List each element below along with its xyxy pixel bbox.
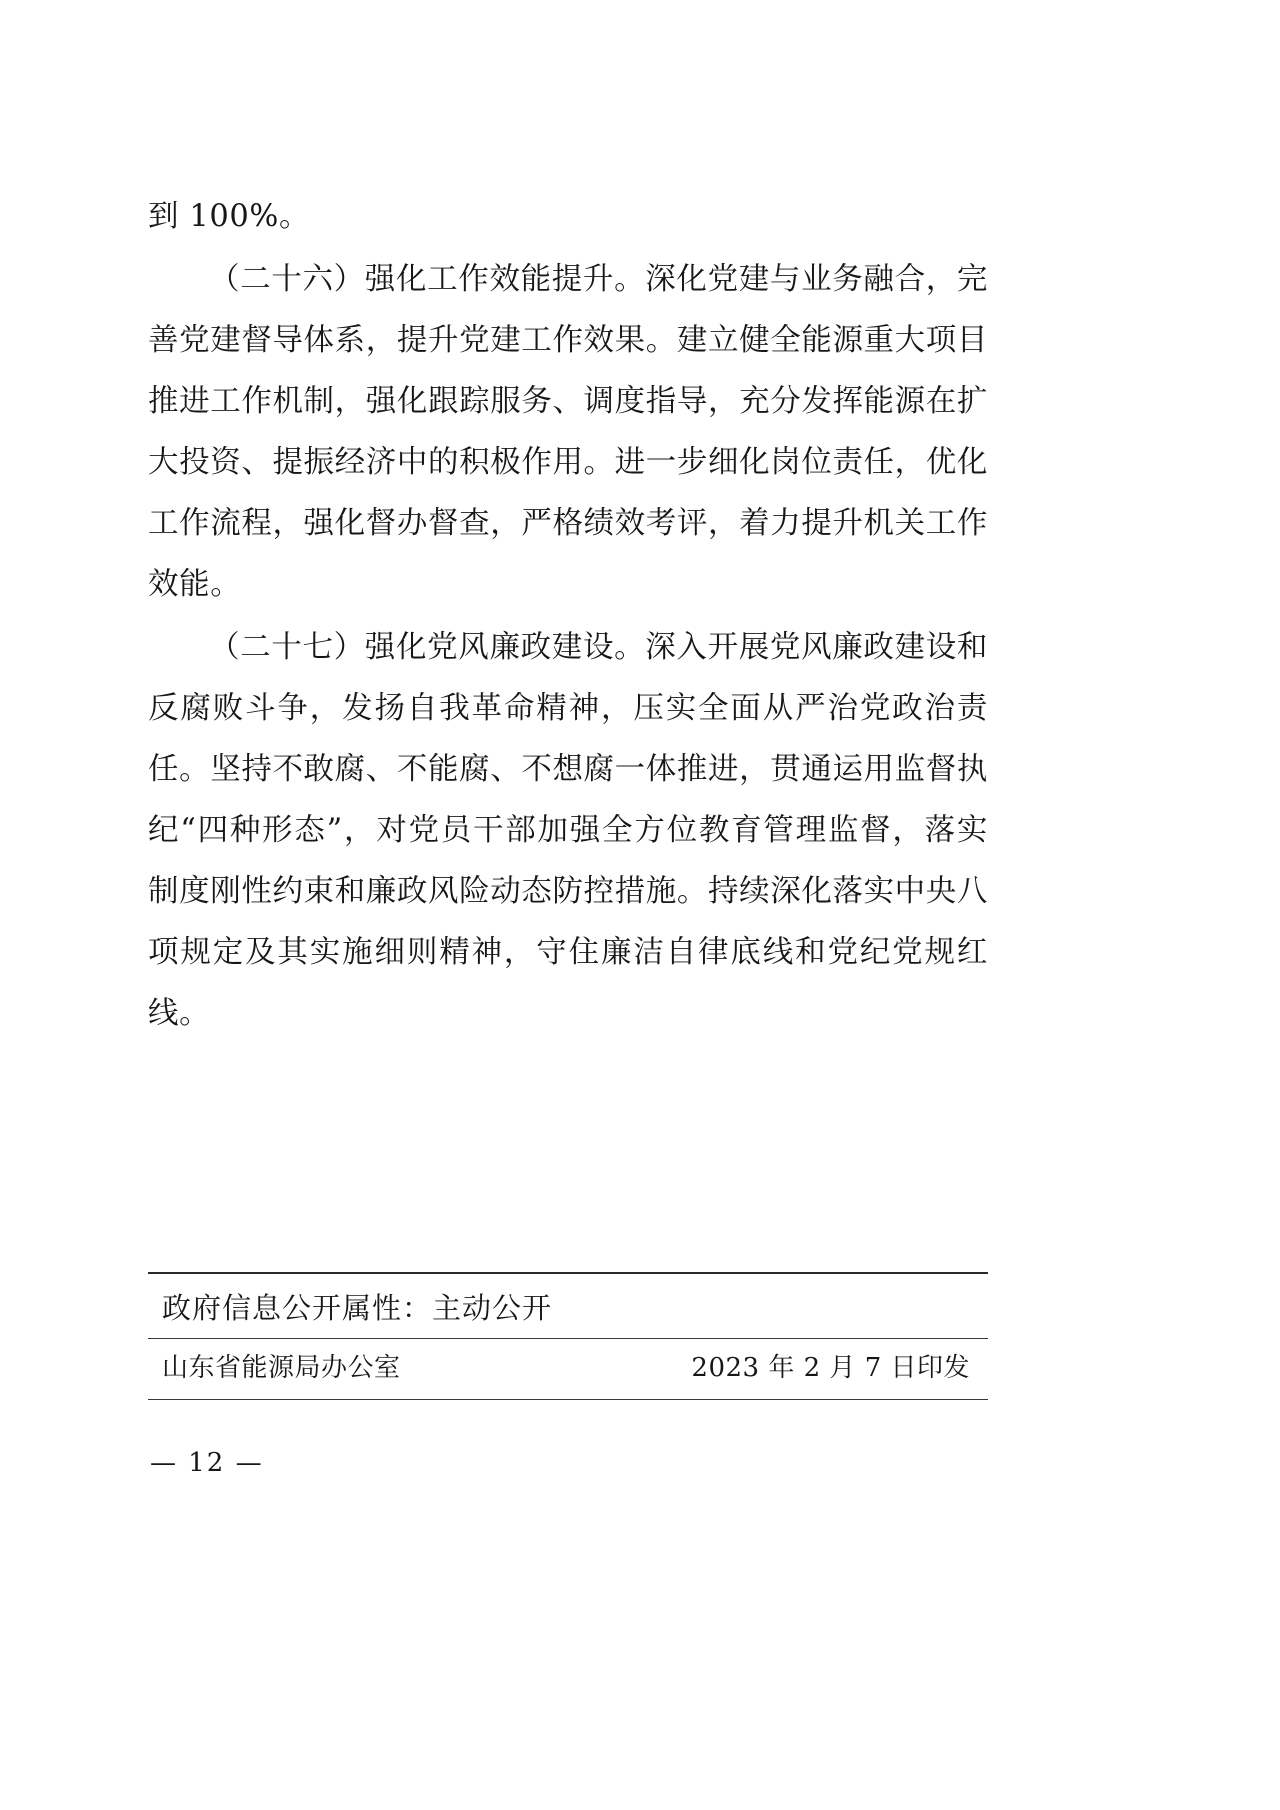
paragraph-section-26: （二十六）强化工作效能提升。深化党建与业务融合，完善党建督导体系，提升党建工作效果。建立健全能源重大项目推进工作机制，强化跟踪服务、调度指导，充分发挥能源在扩大投资、提振经济中的积极作用。进一步细化岗位责任，优化工作流程，强化督办督查，严格绩效考评，着力提升机关工作效能。 <box>148 262 988 602</box>
disclosure-attribute: 政府信息公开属性：主动公开 <box>162 1291 553 1325</box>
paragraph-continuation: 到 100%。 <box>148 199 311 234</box>
document-footer <box>148 1272 988 1400</box>
footer-issuer-row <box>148 1339 988 1399</box>
page-number: — 12 — <box>150 1448 264 1478</box>
paragraph-section-27: （二十七）强化党风廉政建设。深入开展党风廉政建设和反腐败斗争，发扬自我革命精神，压实全面从严治党政治责任。坚持不敢腐、不能腐、不想腐一体推进，贯通运用监督执纪“四种形态”，对党员干部加强全方位教育管理监督，落实制度刚性约束和廉政风险动态防控措施。持续深化落实中央八项规定及其实施细则精神，守住廉洁自律底线和党纪党规红线。 <box>148 630 988 1031</box>
document-body <box>148 186 988 1046</box>
issuing-office: 山东省能源局办公室 <box>162 1353 401 1383</box>
footer-bottom-divider <box>148 1399 988 1400</box>
issue-date: 2023 年 2 月 7 日印发 <box>691 1353 970 1383</box>
